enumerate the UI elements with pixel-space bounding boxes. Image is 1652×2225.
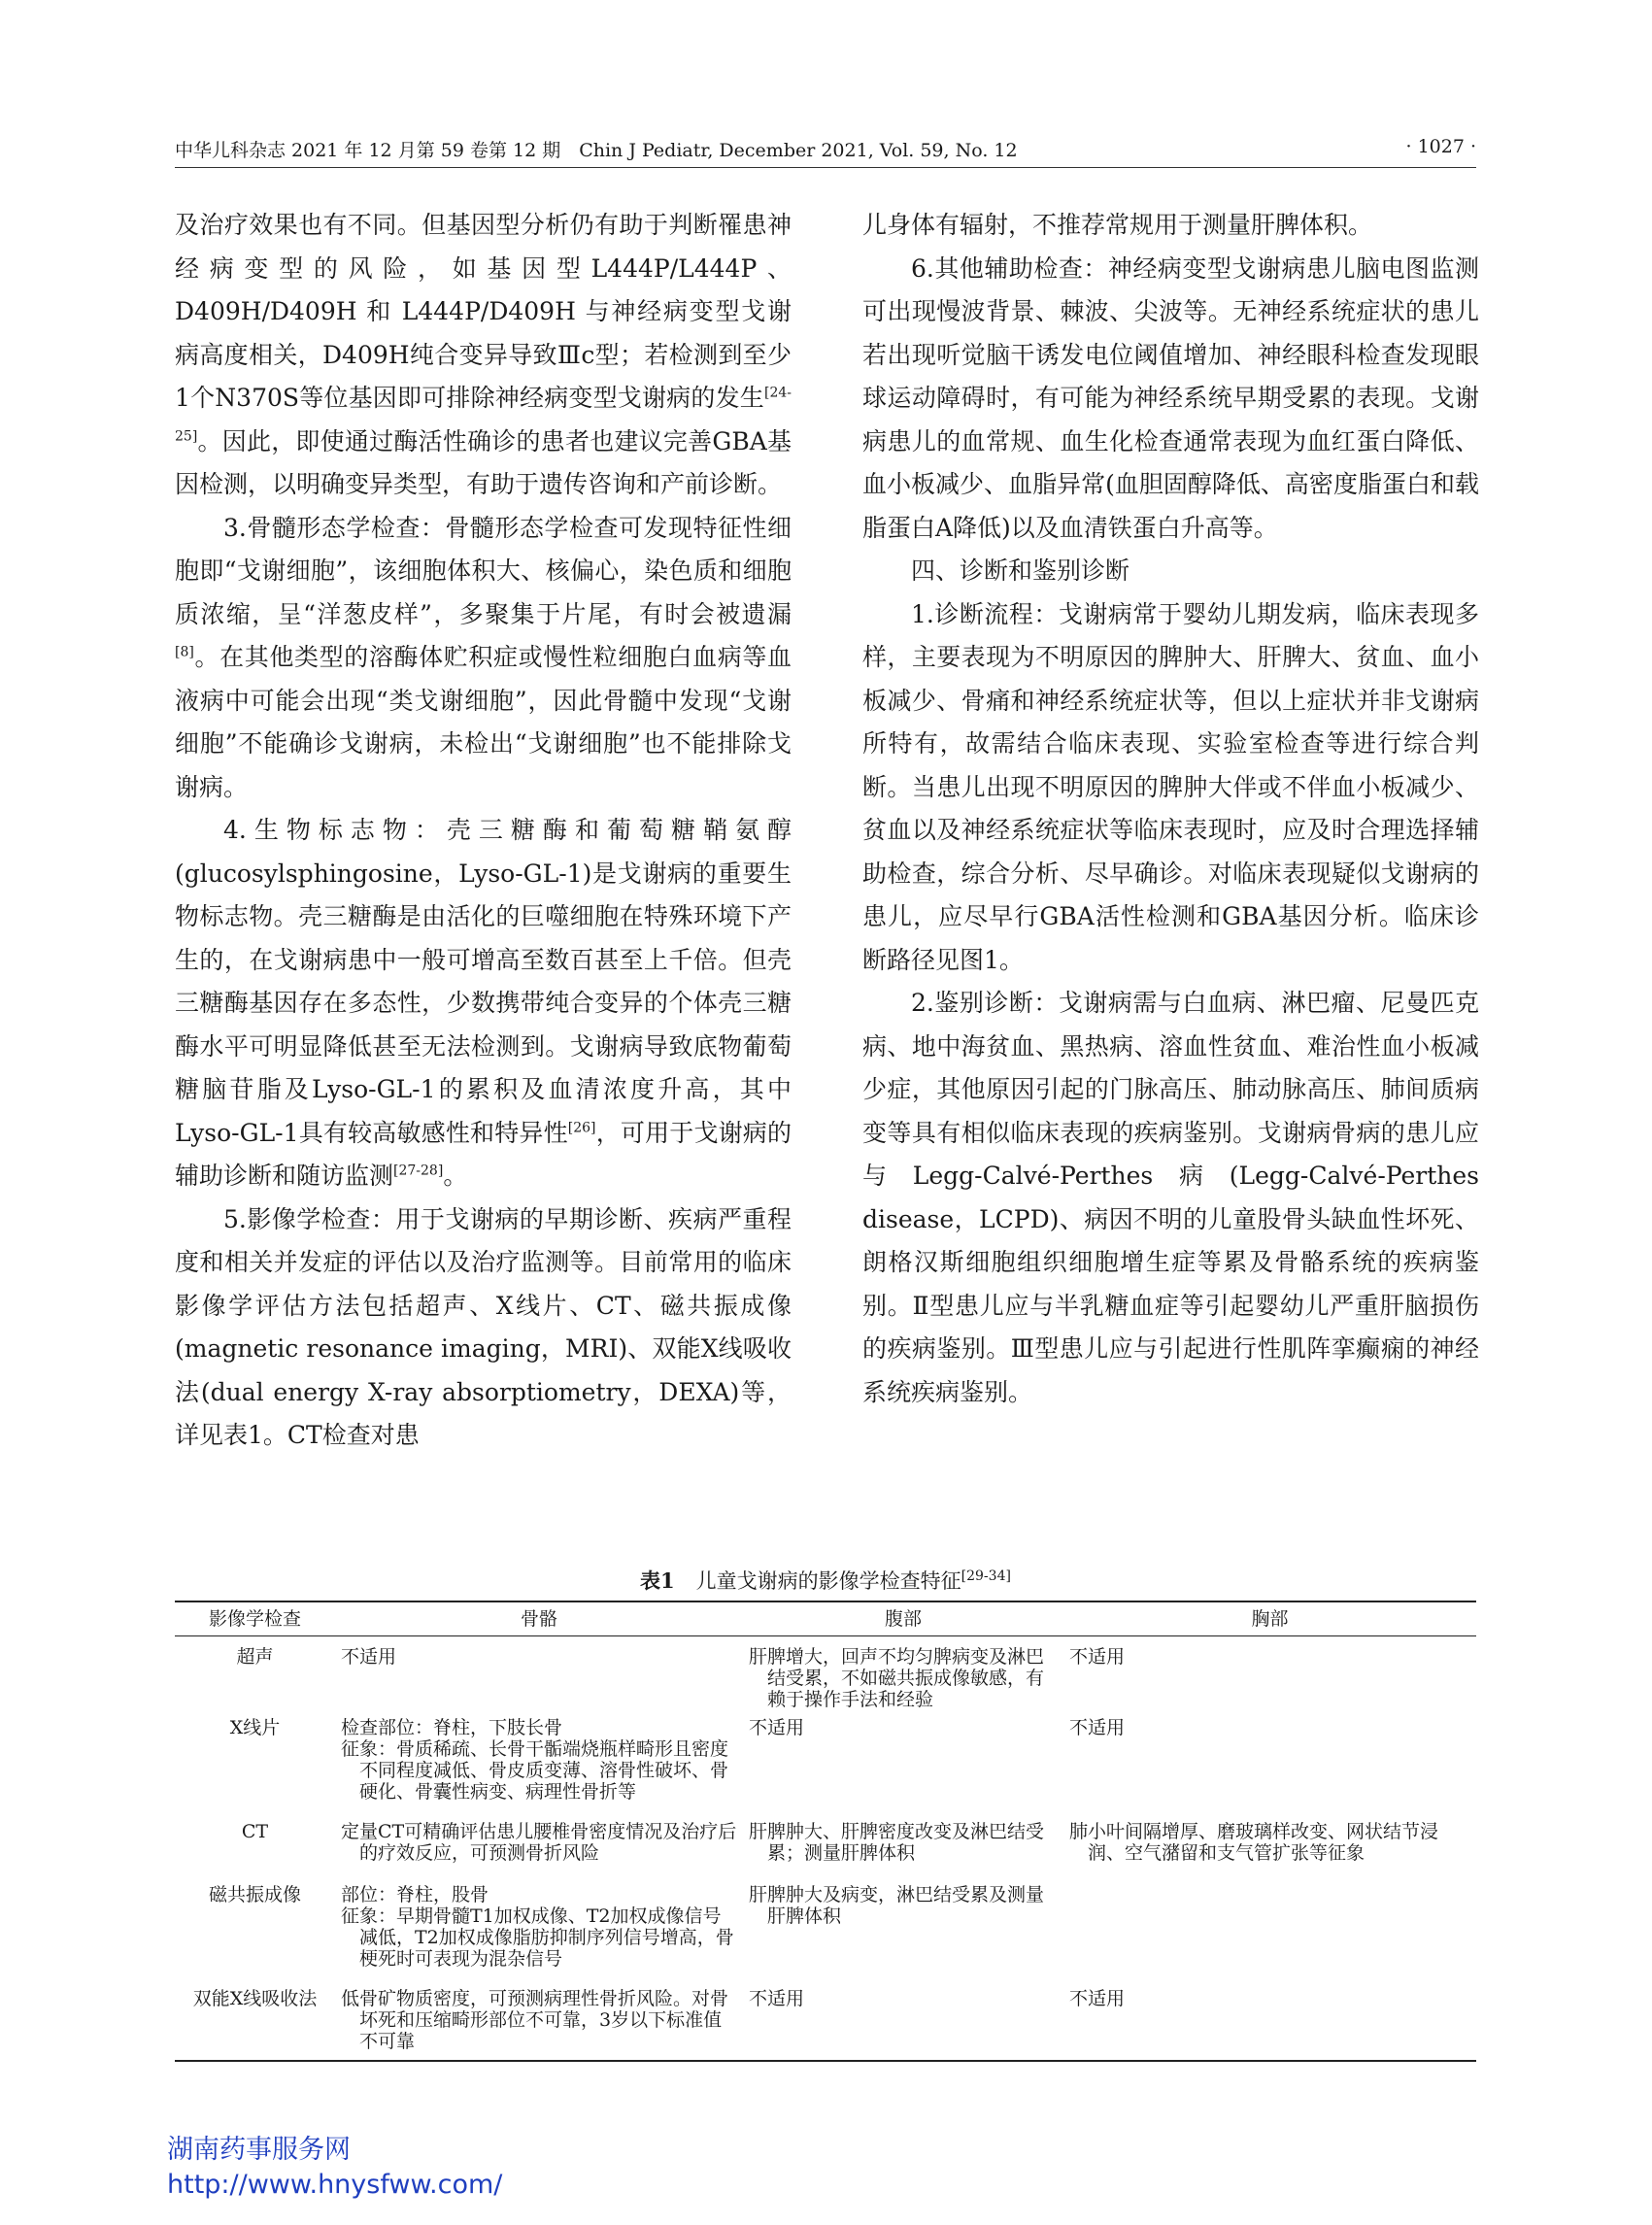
cell-text: 不适用 xyxy=(749,1988,805,2009)
section-heading: 四、诊断和鉴别诊断 xyxy=(911,556,1130,585)
table-cell xyxy=(743,1881,1063,1985)
paragraph: 6.其他辅助检查：神经病变型戈谢病患儿脑电图监测可出现慢波背景、棘波、尖波等。无神经系统症状的患儿若出现听觉脑干诱发电位阈值增加、神经眼科检查发现眼球运动障碍时，有可能为神经系统早期受累的表现。戈谢病患儿的血常规、血生化检查通常表现为血红蛋白降低、血小板减少、血脂异常(血胆固醇降低、高密度脂蛋白和载脂蛋白A降低)以及血清铁蛋白升高等。 xyxy=(862,253,1479,542)
citation: [8] xyxy=(175,644,194,660)
row-label: 磁共振成像 xyxy=(208,1884,301,1905)
cell-text: 肝脾肿大及病变，淋巴结受累及测量肝脾体积 xyxy=(749,1884,1045,1927)
cell-text: 不适用 xyxy=(1069,1988,1126,2009)
column-header: 影像学检查 xyxy=(175,1601,335,1636)
column-header: 胸部 xyxy=(1063,1601,1476,1636)
table-caption xyxy=(175,1566,1476,1595)
text: 。在其他类型的溶酶体贮积症或慢性粒细胞白血病等血液病中可能会出现“类戈谢细胞”，因此骨髓中发现“戈谢细胞”不能确诊戈谢病，未检出“戈谢细胞”也不能排除戈谢病。 xyxy=(175,643,792,801)
cell-text: 征象：骨质稀疏、长骨干骺端烧瓶样畸形且密度不同程度减低、骨皮质变薄、溶骨性破坏、骨硬化、骨囊性病变、病理性骨折等 xyxy=(341,1738,729,1803)
column-header: 腹部 xyxy=(743,1601,1063,1636)
table-row xyxy=(175,1985,1476,2061)
table-cell xyxy=(1063,1985,1476,2061)
text: 4.生物标志物：壳三糖酶和葡萄糖鞘氨醇(glucosylsphingosine，Lyso-GL-1)是戈谢病的重要生物标志物。壳三糖酶是由活化的巨噬细胞在特殊环境下产生的，在戈谢病患中一般可增高至数百甚至上千倍。但壳三糖酶基因存在多态性，少数携带纯合变异的个体壳三糖酶水平可明显降低甚至无法检测到。戈谢病导致底物葡萄糖脑苷脂及Lyso-GL-1的累积及血清浓度升高，其中Lyso-GL-1具有较高敏感性和特异性 xyxy=(175,816,792,1147)
table-row xyxy=(175,1714,1476,1818)
watermark-footer xyxy=(167,2133,502,2203)
paragraph: 2.鉴别诊断：戈谢病需与白血病、淋巴瘤、尼曼匹克病、地中海贫血、黑热病、溶血性贫血、难治性血小板减少症，其他原因引起的门脉高压、肺动脉高压、肺间质病变等具有相似临床表现的疾病鉴别。戈谢病骨病的患儿应与Legg-Calvé-Perthes病(Legg-Calvé-Perthes disease，LCPD)、病因不明的儿童股骨头缺血性坏死、朗格汉斯细胞组织细胞增生症等累及骨骼系统的疾病鉴别。Ⅱ型患儿应与半乳糖血症等引起婴幼儿严重肝脑损伤的疾病鉴别。Ⅲ型患儿应与引起进行性肌阵挛癫痫的神经系统疾病鉴别。 xyxy=(862,989,1479,1406)
site-name: 湖南药事服务网 xyxy=(167,2135,351,2165)
table-header-row xyxy=(175,1601,1476,1636)
paragraph: 儿身体有辐射，不推荐常规用于测量肝脾体积。 xyxy=(862,211,1373,239)
cell-text: 肝脾肿大、肝脾密度改变及淋巴结受累；测量肝脾体积 xyxy=(749,1821,1045,1864)
table-cell xyxy=(1063,1818,1476,1881)
running-header xyxy=(175,134,1476,168)
cell-text: 不适用 xyxy=(341,1646,397,1668)
imaging-features-table xyxy=(175,1601,1476,2062)
citation: [24-25] xyxy=(175,385,792,445)
journal-citation: 中华儿科杂志 2021 年 12 月第 59 卷第 12 期 Chin J Pediatr, December 2021, Vol. 59, No. 12 xyxy=(175,140,1018,161)
citation: [29-34] xyxy=(961,1568,1011,1584)
table-cell xyxy=(1063,1714,1476,1818)
text: 及治疗效果也有不同。但基因型分析仍有助于判断罹患神经病变型的风险，如基因型L444P/L444P、D409H/D409H 和 L444P/D409H 与神经病变型戈谢病高度相关，D409H纯合变异导致Ⅲc型；若检测到至少1个N370S等位基因即可排除神经病变型戈谢病的发生 xyxy=(175,211,792,412)
text: 。因此，即使通过酶活性确诊的患者也建议完善GBA基因检测，以明确变异类型，有助于遗传咨询和产前诊断。 xyxy=(175,426,792,498)
table-cell xyxy=(743,1818,1063,1881)
text: 。 xyxy=(443,1162,468,1190)
cell-text: 征象：早期骨髓T1加权成像、T2加权成像信号减低，T2加权成像脂肪抑制序列信号增高，骨梗死时可表现为混杂信号 xyxy=(341,1905,734,1970)
cell-text: 肺小叶间隔增厚、磨玻璃样改变、网状结节浸润、空气潴留和支气管扩张等征象 xyxy=(1069,1821,1439,1864)
table-label: 表1 xyxy=(640,1568,675,1593)
text: 3.骨髓形态学检查：骨髓形态学检查可发现特征性细胞即“戈谢细胞”，该细胞体积大、核偏心，染色质和细胞质浓缩，呈“洋葱皮样”，多聚集于片尾，有时会被遗漏 xyxy=(175,513,792,628)
table-row xyxy=(175,1818,1476,1881)
paragraph: 1.诊断流程：戈谢病常于婴幼儿期发病，临床表现多样，主要表现为不明原因的脾肿大、肝脾大、贫血、血小板减少、骨痛和神经系统症状等，但以上症状并非戈谢病所特有，故需结合临床表现、实验室检查等进行综合判断。当患儿出现不明原因的脾肿大伴或不伴血小板减少、贫血以及神经系统症状等临床表现时，应及时合理选择辅助检查，综合分析、尽早确诊。对临床表现疑似戈谢病的患儿，应尽早行GBA活性检测和GBA基因分析。临床诊断路径见图1。 xyxy=(862,599,1479,974)
row-label: X线片 xyxy=(229,1717,281,1738)
table-cell xyxy=(335,1818,743,1881)
table-cell xyxy=(335,1636,743,1715)
paragraph xyxy=(175,507,792,810)
left-column xyxy=(175,204,792,1458)
table-cell xyxy=(1063,1881,1476,1985)
row-label: 双能X线吸收法 xyxy=(175,1985,335,2061)
cell-text: 检查部位：脊柱，下肢长骨 xyxy=(341,1717,563,1738)
text: ，可用于戈谢病的辅助诊断和随访监测 xyxy=(175,1118,792,1190)
table-cell xyxy=(335,1714,743,1818)
site-url[interactable]: http://www.hnysfww.com/ xyxy=(167,2170,503,2200)
citation: [26] xyxy=(567,1120,596,1136)
table-row xyxy=(175,1636,1476,1715)
column-header: 骨骼 xyxy=(335,1601,743,1636)
cell-text: 肝脾增大，回声不均匀脾病变及淋巴结受累，不如磁共振成像敏感，有赖于操作手法和经验 xyxy=(749,1646,1045,1710)
right-column xyxy=(862,204,1479,1414)
paragraph: 5.影像学检查：用于戈谢病的早期诊断、疾病严重程度和相关并发症的评估以及治疗监测等。目前常用的临床影像学评估方法包括超声、X线片、CT、磁共振成像(magnetic resonance imaging，MRI)、双能X线吸收法(dual energy X-ray absorptiometry，DEXA)等，详见表1。CT检查对患 xyxy=(175,1204,792,1449)
table-title: 儿童戈谢病的影像学检查特征 xyxy=(695,1569,961,1593)
table-cell xyxy=(1063,1636,1476,1715)
table-cell xyxy=(743,1985,1063,2061)
table-cell xyxy=(335,1881,743,1985)
citation: [27-28] xyxy=(393,1163,444,1179)
table-cell xyxy=(743,1636,1063,1715)
table-row xyxy=(175,1881,1476,1985)
cell-text: 部位：脊柱，股骨 xyxy=(341,1884,489,1905)
row-label: CT xyxy=(241,1821,269,1842)
table-cell xyxy=(335,1985,743,2061)
paragraph xyxy=(175,204,792,507)
page-number: · 1027 · xyxy=(1405,136,1476,157)
row-label: 超声 xyxy=(236,1646,274,1668)
cell-text: 不适用 xyxy=(1069,1717,1126,1738)
cell-text: 不适用 xyxy=(1069,1646,1126,1668)
cell-text: 不适用 xyxy=(749,1717,805,1738)
cell-text: 定量CT可精确评估患儿腰椎骨密度情况及治疗后的疗效反应，可预测骨折风险 xyxy=(341,1821,737,1864)
paragraph xyxy=(175,809,792,1198)
table-cell xyxy=(743,1714,1063,1818)
cell-text: 低骨矿物质密度，可预测病理性骨折风险。对骨坏死和压缩畸形部位不可靠，3岁以下标准值不可靠 xyxy=(341,1988,729,2052)
